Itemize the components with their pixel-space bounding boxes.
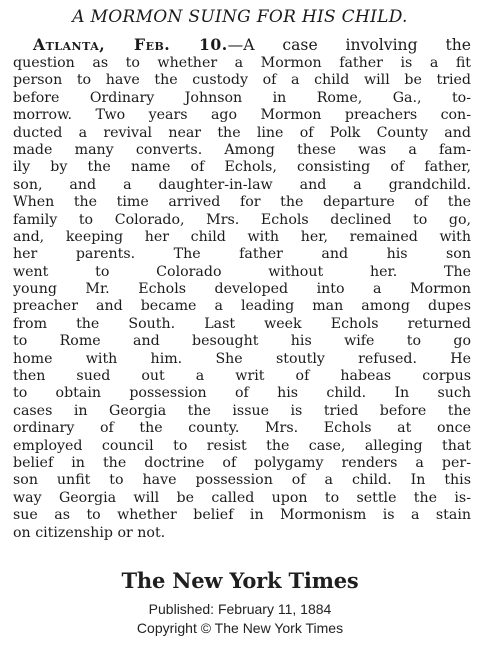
article-line: ily by the name of Echols, consisting of father, (13, 159, 471, 176)
article-line: cases in Georgia the issue is tried before the (13, 402, 471, 419)
published-date: Published: February 11, 1884 (148, 601, 332, 617)
article-line: belief in the doctrine of polygamy renders a per- (13, 454, 471, 471)
first-line-text: —A case involving the (227, 36, 471, 54)
article-last-line: on citizenship or not. (13, 524, 166, 541)
article-line: to obtain possession of his child. In such (13, 385, 471, 402)
article-body (13, 35, 471, 542)
headline: A MORMON SUING FOR HIS CHILD. (72, 7, 408, 27)
article-line: young Mr. Echols developed into a Mormon (13, 281, 471, 298)
nyt-masthead-logo: The New York Times (121, 568, 359, 593)
dateline: Atlanta, Feb. 10. (33, 35, 228, 54)
article-line: from the South. Last week Echols returned (13, 315, 471, 332)
article-line: way Georgia will be called upon to settle the is- (13, 489, 471, 506)
article-first-line (13, 35, 471, 55)
article-line: son, and a daughter-in-law and a grandchild. (13, 176, 471, 193)
article-line: family to Colorado, Mrs. Echols declined to go, (13, 211, 471, 228)
article-line: to Rome and besought his wife to go (13, 333, 471, 350)
article-line: went to Colorado without her. The (13, 263, 471, 280)
article-line: then sued out a writ of habeas corpus (13, 368, 471, 385)
copyright-notice: Copyright © The New York Times (136, 620, 344, 636)
article-line: before Ordinary Johnson in Rome, Ga., to- (13, 89, 471, 106)
article-line: morrow. Two years ago Mormon preachers con- (13, 107, 471, 124)
article-line: ducted a revival near the line of Polk County and (13, 124, 471, 141)
article-line: employed council to resist the case, alleging that (13, 437, 471, 454)
article-line: her parents. The father and his son (13, 246, 471, 263)
article-line: son unfit to have possession of a child. In this (13, 472, 471, 489)
article-line: and, keeping her child with her, remained with (13, 228, 471, 245)
article-line: person to have the custody of a child will be tried (13, 72, 471, 89)
article-line: home with him. She stoutly refused. He (13, 350, 471, 367)
article-line: preacher and became a leading man among dupes (13, 298, 471, 315)
article-line: ordinary of the county. Mrs. Echols at once (13, 420, 471, 437)
article-line: When the time arrived for the departure of the (13, 194, 471, 211)
article-line: sue as to whether belief in Mormonism is a stain (13, 507, 471, 524)
article-line: made many converts. Among these was a fam- (13, 141, 471, 158)
article-line: question as to whether a Mormon father is a fit (13, 55, 471, 71)
